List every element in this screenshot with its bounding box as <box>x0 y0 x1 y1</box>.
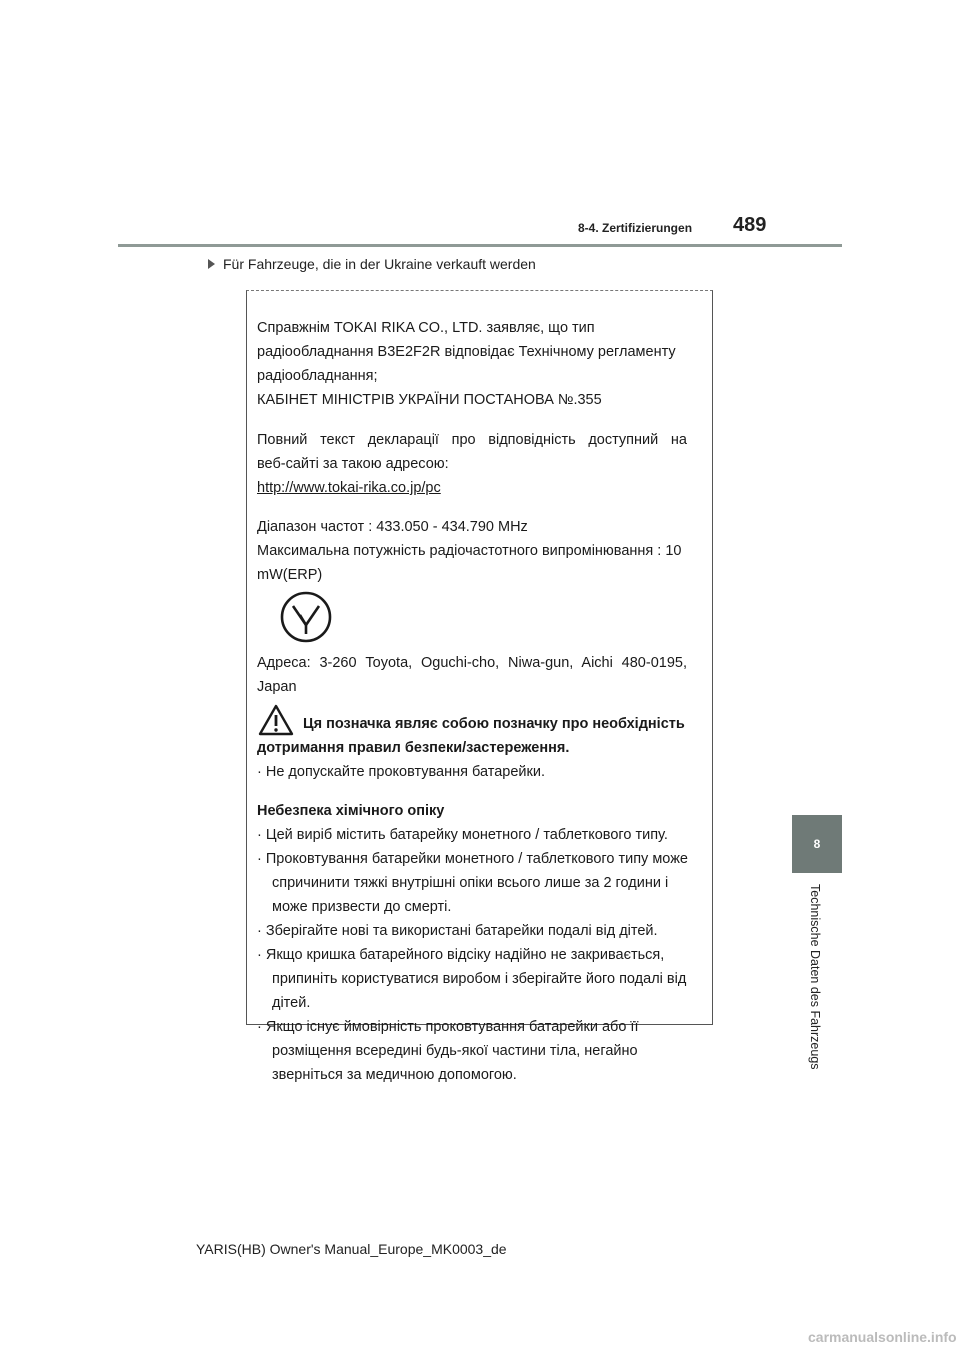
section-title: 8-4. Zertifizierungen <box>578 221 693 235</box>
decl-line: Діапазон частот : 433.050 - 434.790 MHz <box>257 519 528 535</box>
decl-line: · Якщо існує ймовірність проковтування батарейки або її <box>257 1019 639 1035</box>
triangle-bullet-icon <box>208 259 215 269</box>
watermark: carmanualsonline.info <box>808 1329 957 1345</box>
warning-triangle-icon <box>258 704 294 736</box>
decl-line: Максимальна потужність радіочастотного випромінювання : 10 <box>257 543 682 559</box>
decl-line: · Проковтування батарейки монетного / таблеткового типу може <box>257 851 688 867</box>
decl-line: Справжнім TOKAI RIKA CO., LTD. заявляє, що тип <box>257 320 595 336</box>
decl-line: спричинити тяжкі внутрішні опіки всього лише за 2 години і <box>272 875 669 891</box>
decl-line: радіообладнання; <box>257 368 378 384</box>
decl-line: · Цей виріб містить батарейку монетного / таблеткового типу. <box>257 827 668 843</box>
header-divider <box>118 244 842 247</box>
decl-line: КАБІНЕТ МІНІСТРІВ УКРАЇНИ ПОСТАНОВА №.355 <box>257 392 602 408</box>
subheading <box>208 256 536 272</box>
decl-line: дітей. <box>272 995 311 1011</box>
footer-text: YARIS(HB) Owner's Manual_Europe_MK0003_de <box>196 1241 507 1257</box>
decl-line: може призвести до смерті. <box>272 899 452 915</box>
decl-line: припиніть користуватися виробом і зберігайте його подалі від <box>272 971 687 987</box>
decl-line: mW(ERP) <box>257 567 323 583</box>
subheading-text: Für Fahrzeuge, die in der Ukraine verkauft werden <box>223 256 536 272</box>
decl-line: Japan <box>257 679 297 695</box>
chapter-tab <box>792 815 842 873</box>
decl-line: Адреса: 3-260 Toyota, Oguchi-cho, Niwa-gun, Aichi 480-0195, <box>257 655 687 671</box>
ukrsepro-conformity-mark-icon <box>276 587 336 647</box>
chapter-label: Technische Daten des Fahrzeugs <box>808 884 822 1070</box>
decl-line: розміщення всередині будь-якої частини тіла, негайно <box>272 1043 638 1059</box>
chapter-number: 8 <box>813 837 821 851</box>
page-number: 489 <box>733 214 767 236</box>
decl-line: дотримання правил безпеки/застереження. <box>257 740 570 756</box>
decl-line: зверніться за медичною допомогою. <box>272 1067 517 1083</box>
website-link[interactable]: http://www.tokai-rika.co.jp/pc <box>257 480 441 496</box>
decl-line: Повний текст декларації про відповідність доступний на <box>257 432 687 448</box>
decl-line: · Якщо кришка батарейного відсіку надійно не закривається, <box>257 947 665 963</box>
decl-line: веб-сайті за такою адресою: <box>257 456 449 472</box>
decl-line: радіообладнання B3E2F2R відповідає Технічному регламенту <box>257 344 676 360</box>
decl-line: · Зберігайте нові та використані батарейки подалі від дітей. <box>257 923 658 939</box>
decl-line: · Не допускайте проковтування батарейки. <box>257 764 545 780</box>
decl-line: Небезпека хімічного опіку <box>257 803 445 819</box>
decl-line: Ця позначка являє собою позначку про необхідність <box>303 716 685 732</box>
